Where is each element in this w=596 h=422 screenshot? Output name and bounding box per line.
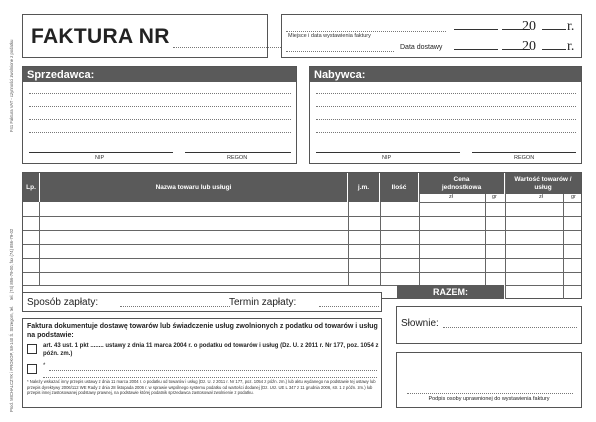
payment-term-field[interactable] [319,306,379,307]
col-unit: j.m. [348,173,380,202]
buyer-nip-field[interactable] [316,143,460,153]
words-field[interactable] [443,327,577,328]
issue-place-field[interactable] [286,31,446,32]
vline [505,173,506,299]
table-row [23,272,581,273]
table-row [23,258,581,259]
exemption-box [22,318,382,408]
side-text-top: F41 Faktura VAT - czynności zwolnione z podatku [9,39,14,132]
side-text-bottom: Prod. MICHALCZYK i PROKOP, 58-140 Ś. Strzegom, tel. [9,305,14,412]
buyer-line-3[interactable] [316,119,576,120]
table-row [23,216,581,217]
words-box [396,306,582,344]
exemption-footnote: * Należy wskazać inny przepis ustawy z dnia 11 marca 2004 r. o podatku od towarów i usług (Dz. U. z 2011 r. Nr 177, poz. 1054 z późn. zm.) lub aktu wydanego na podstawie tej ustawy lub przepis dyrektywy 2006/112 WE Rady z dnia 28 listopada 2006 r. w sprawie wspólnego systemu podatku od wartości dodanej (Dz. Urz. UE L 347 z 11 grudnia 2006, str. 1 z późn. zm.) lub przepis innej zastosowanej podstawy prawnej, na podstawie której podatnik sprzedawca zastosował zwolnienie z podatku. [27,379,376,396]
items-table [22,172,582,299]
signature-caption: Podpis osoby uprawnionej do wystawienia faktury [428,396,550,402]
seller-regon-field[interactable] [185,143,291,153]
buyer-line-4[interactable] [316,132,576,133]
option1-checkbox[interactable] [27,344,37,354]
year-prefix: 20 [522,19,536,34]
payment-term-label: Termin zapłaty: [229,297,297,308]
seller-line-1[interactable] [29,93,291,94]
invoice-title: FAKTURA NR [31,25,170,48]
option2-text: * [43,363,46,369]
seller-line-3[interactable] [29,119,291,120]
exemption-heading: Faktura dokumentuje dostawę towarów lub świadczenie usług zwolnionych z podatku od towarów i usług na podstawie: [27,323,378,340]
payment-method-field[interactable] [120,306,230,307]
buyer-line-1[interactable] [316,93,576,94]
price-gr: gr [492,194,497,200]
col-name: Nazwa towaru lub usługi [40,173,348,202]
payment-box [22,292,382,312]
buyer-regon-label: REGON [514,155,535,161]
value-gr: gr [571,194,576,200]
price-zl: zł [449,194,453,200]
seller-nip-label: NIP [95,155,105,161]
delivery-dots [286,51,394,52]
seller-line-4[interactable] [29,132,291,133]
invoice-number-field[interactable] [173,47,283,48]
seller-regon-label: REGON [227,155,248,161]
buyer-box [309,66,582,164]
signature-box [396,352,582,408]
option2-field-line2[interactable] [43,377,377,378]
option2-field[interactable] [49,370,377,371]
invoice-title-box [22,14,268,58]
signature-field[interactable] [407,393,573,394]
total-label: RAZEM: [397,285,505,299]
side-text-middle: tel. (74) 856-79-00, fax (74) 856-79-02 [9,228,14,300]
vline [563,194,564,299]
issue-place-date-label: Miejsce i data wystawienia faktury [288,33,371,39]
option1-text: art. 43 ust. 1 pkt ........ ustawy z dnia 11 marca 2004 r. o podatku od towarów i usług (Dz. U. z 2011 r. Nr 177, poz. 1054 z późn. zm.) [43,343,379,357]
subheader-line [419,202,581,203]
option2-checkbox[interactable] [27,364,37,374]
words-label: Słownie: [401,318,439,329]
buyer-nip-label: NIP [382,155,392,161]
seller-box [22,66,297,164]
delivery-date-label: Data dostawy [400,44,443,51]
col-price: Cena jednostkowa [419,173,505,194]
total-value-field[interactable] [506,286,581,298]
buyer-title: Nabywca: [310,67,581,82]
year-suffix: r. [567,19,575,34]
buyer-regon-field[interactable] [472,143,576,153]
payment-method-label: Sposób zapłaty: [27,297,99,308]
col-qty: Ilość [380,173,419,202]
table-row [23,244,581,245]
col-value: Wartość towarów / usług [505,173,581,194]
value-zl: zł [539,194,543,200]
delivery-date-field[interactable] [454,39,579,55]
year-prefix: 20 [522,39,536,54]
col-lp: Lp. [23,173,40,202]
issue-date-field[interactable] [454,19,579,35]
seller-nip-field[interactable] [29,143,173,153]
dates-box [281,14,582,58]
table-row [23,230,581,231]
seller-line-2[interactable] [29,106,291,107]
buyer-line-2[interactable] [316,106,576,107]
seller-title: Sprzedawca: [23,67,296,82]
year-suffix: r. [567,39,575,54]
